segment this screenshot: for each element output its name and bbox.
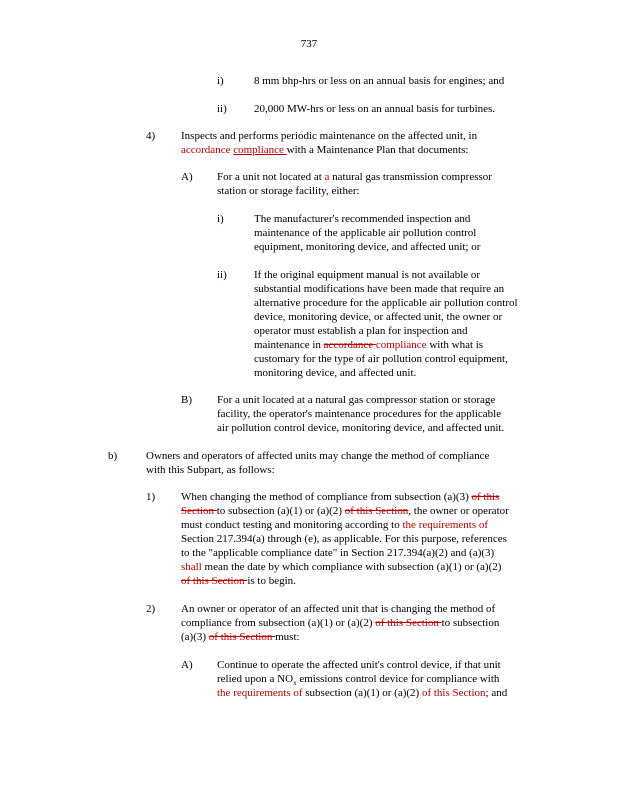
text-run: is to begin. xyxy=(247,575,296,587)
para-b1-line xyxy=(181,574,296,588)
text-run: subsection (a)(1) or (a)(2) xyxy=(302,687,422,699)
inserted-text: the requirements of xyxy=(217,687,303,699)
para-Aii-line: operator must establish a plan for inspection and xyxy=(254,325,468,337)
para-Aii-line: If the original equipment manual is not available or xyxy=(254,269,481,281)
deleted-text: of this xyxy=(471,491,500,503)
para-A-line: station or storage facility, either: xyxy=(217,185,360,197)
para-Aii-line: customary for the type of air pollution control equipment, xyxy=(254,353,508,365)
para-label-b1: 1) xyxy=(146,491,156,503)
para-label-A: A) xyxy=(181,171,193,183)
para-B-line: facility, the operator's maintenance procedures for the applicable xyxy=(217,408,502,420)
page-number: 737 xyxy=(300,38,318,50)
para-b1-line: to the "applicable compliance date" in Section 217.394(a)(2) and (a)(3) xyxy=(181,547,495,559)
text-run: with what is xyxy=(426,339,484,351)
text-run: For a unit not located at xyxy=(217,171,325,183)
para-label-Aii: ii) xyxy=(217,269,227,281)
inserted-text: compliance xyxy=(375,339,427,351)
para-Aii-line: alternative procedure for the applicable air pollution control xyxy=(254,297,518,309)
text-run: When changing the method of compliance from subsection (a)(3) xyxy=(181,491,472,503)
inserted-text: compliance xyxy=(233,144,287,156)
text-run: with a Maintenance Plan that documents: xyxy=(286,144,469,156)
text-run: maintenance in xyxy=(254,339,324,351)
para-Aii-line: device, monitoring device, or affected unit, the owner or xyxy=(254,311,503,323)
para-label-B: B) xyxy=(181,394,192,406)
para-Ai-line: The manufacturer's recommended inspection and xyxy=(254,213,471,225)
deleted-text: accordance xyxy=(323,339,376,351)
para-4-line: Inspects and performs periodic maintenance on the affected unit, in xyxy=(181,130,478,142)
para-b-line: Owners and operators of affected units may change the method of compliance xyxy=(146,450,490,462)
para-label-b2: 2) xyxy=(146,603,156,615)
para-B-line: For a unit located at a natural gas compressor station or storage xyxy=(217,394,496,406)
deleted-text: Section xyxy=(181,505,217,517)
para-A-line xyxy=(217,170,492,184)
para-Aii-line: substantial modifications have been made that require an xyxy=(254,283,505,295)
text-run: to subsection (a)(1) or (a)(2) xyxy=(216,505,345,517)
deleted-text: of this Section xyxy=(375,617,442,629)
text-run: must conduct testing and monitoring according to xyxy=(181,519,403,531)
text-run: ; and xyxy=(485,687,508,699)
item-text-ii: 20,000 MW-hrs or less on an annual basis for turbines. xyxy=(254,103,496,115)
inserted-text: a xyxy=(324,171,330,183)
text-run: to subsection xyxy=(441,617,500,629)
para-b1-line xyxy=(181,504,509,518)
para-b1-line: Section 217.394(a) through (e), as applicable. For this purpose, references xyxy=(181,533,507,545)
inserted-text: shall xyxy=(181,561,202,573)
text-run: relied upon a NO xyxy=(217,673,294,685)
para-b2A-line xyxy=(217,686,507,700)
item-label-i: i) xyxy=(217,75,224,87)
text-run: emissions control device for compliance with xyxy=(296,673,500,685)
para-label-Ai: i) xyxy=(217,213,224,225)
text-run: , the owner or operator xyxy=(408,505,509,517)
para-Ai-line: maintenance of the applicable air pollution control xyxy=(254,227,477,239)
para-b2-line xyxy=(181,630,300,644)
para-B-line: air pollution control device, monitoring device, and affected unit. xyxy=(217,422,505,434)
para-4-line xyxy=(181,143,468,157)
para-b2A-line: Continue to operate the affected unit's control device, if that unit xyxy=(217,659,501,671)
para-Aii-line: monitoring device, and affected unit. xyxy=(254,367,417,379)
para-b1-line xyxy=(181,560,501,574)
item-text-i: 8 mm bhp-hrs or less on an annual basis for engines; and xyxy=(254,75,505,87)
inserted-text: of this Section xyxy=(421,687,486,699)
para-b1-line xyxy=(181,518,488,532)
text-run: compliance from subsection (a)(1) or (a)(2) xyxy=(181,617,376,629)
para-b2-line xyxy=(181,616,499,630)
para-b1-line xyxy=(181,490,499,504)
text-run: mean the date by which compliance with subsection (a)(1) or (a)(2) xyxy=(201,561,502,573)
deleted-text: of this Section xyxy=(181,575,248,587)
text-run: natural gas transmission compressor xyxy=(329,171,492,183)
para-Aii-line xyxy=(254,338,483,352)
para-label-b: b) xyxy=(108,450,118,462)
para-b-line: with this Subpart, as follows: xyxy=(146,464,275,476)
subscript-x: x xyxy=(293,679,297,688)
item-label-ii: ii) xyxy=(217,103,227,115)
text-run: (a)(3) xyxy=(181,631,209,643)
para-b2-line: An owner or operator of an affected unit that is changing the method of xyxy=(181,603,496,615)
text-run: must: xyxy=(275,631,300,643)
deleted-text: of this Section xyxy=(344,505,409,517)
para-label-4: 4) xyxy=(146,130,156,142)
deleted-text: of this Section xyxy=(208,631,276,643)
para-Ai-line: equipment, monitoring device, and affected unit; or xyxy=(254,241,481,253)
inserted-text: accordance xyxy=(181,144,231,156)
para-label-b2A: A) xyxy=(181,659,193,671)
inserted-text: the requirements of xyxy=(402,519,489,531)
